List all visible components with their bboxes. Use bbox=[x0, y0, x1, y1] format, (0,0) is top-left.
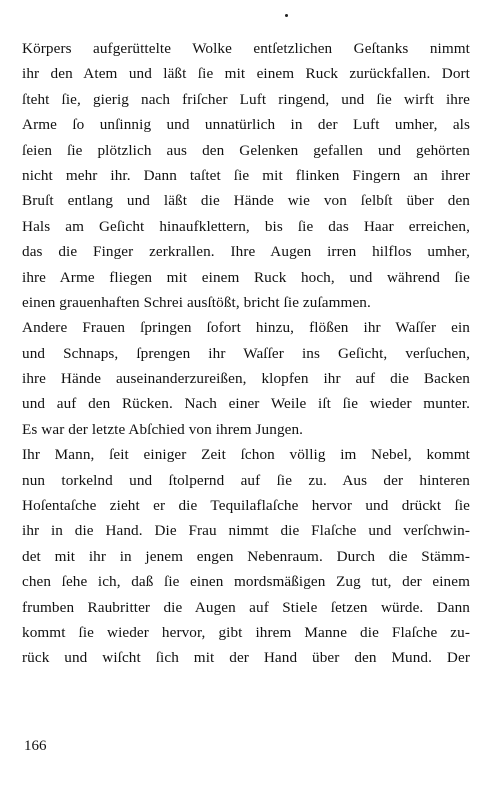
text-line: chen ſehe ich, daß ſie einen mordsmäßigen Zug tut, der einem bbox=[22, 573, 470, 591]
text-line: und auf den Rücken. Nach einer Weile iſt ſie wieder munter. bbox=[22, 395, 470, 413]
text-line: das die Finger zerkrallen. Ihre Augen irren hilflos umher, bbox=[22, 243, 470, 261]
text-line: kommt ſie wieder hervor, gibt ihrem Manne die Flaſche zu- bbox=[22, 623, 470, 641]
text-line: ſeien ſie plötzlich aus den Gelenken gefallen und gehörten bbox=[22, 141, 470, 159]
text-line: nun torkelnd und ſtolpernd auf ſie zu. Aus der hinteren bbox=[22, 471, 470, 489]
text-line: ihre Arme fliegen mit einem Ruck hoch, und während ſie bbox=[22, 268, 470, 286]
text-line: Bruſt entlang und läßt die Hände wie von ſelbſt über den bbox=[22, 192, 470, 210]
text-line: Arme ſo unſinnig und unnatürlich in der Luft umher, als bbox=[22, 116, 470, 134]
body-text bbox=[22, 36, 470, 671]
text-line: und Schnaps, ſprengen ihr Waſſer ins Geſicht, verſuchen, bbox=[22, 344, 470, 362]
printer-mark bbox=[285, 14, 288, 17]
text-line: ihr den Atem und läßt ſie mit einem Ruck zurückfallen. Dort bbox=[22, 65, 470, 83]
text-line: nicht mehr ihr. Dann taſtet ſie mit flinken Fingern an ihrer bbox=[22, 166, 470, 184]
page-number: 166 bbox=[24, 738, 47, 754]
text-line: Andere Frauen ſpringen ſofort hinzu, flößen ihr Waſſer ein bbox=[22, 319, 470, 337]
text-line: rück und wiſcht ſich mit der Hand über den Mund. Der bbox=[22, 649, 470, 667]
text-line: Hals am Geſicht hinaufklettern, bis ſie das Haar erreichen, bbox=[22, 217, 470, 235]
text-line: ihre Hände auseinanderzureißen, klopfen ihr auf die Backen bbox=[22, 370, 470, 388]
text-line: frumben Raubritter die Augen auf Stiele ſetzen würde. Dann bbox=[22, 598, 470, 616]
text-line: einen grauenhaften Schrei ausſtößt, bricht ſie zuſammen. bbox=[22, 293, 371, 311]
text-line: Körpers aufgerüttelte Wolke entſetzlichen Geſtanks nimmt bbox=[22, 40, 470, 57]
text-line: Ihr Mann, ſeit einiger Zeit ſchon völlig im Nebel, kommt bbox=[22, 446, 470, 464]
text-line: Es war der letzte Abſchied von ihrem Jungen. bbox=[22, 420, 304, 438]
text-line: ihr in die Hand. Die Frau nimmt die Flaſche und verſchwin- bbox=[22, 522, 470, 540]
text-line: ſteht ſie, gierig nach friſcher Luft ringend, und ſie wirft ihre bbox=[22, 90, 470, 108]
text-line: det mit ihr in jenem engen Nebenraum. Durch die Stämm- bbox=[22, 547, 470, 565]
text-line: Hoſentaſche zieht er die Tequilaflaſche hervor und drückt ſie bbox=[22, 497, 470, 515]
